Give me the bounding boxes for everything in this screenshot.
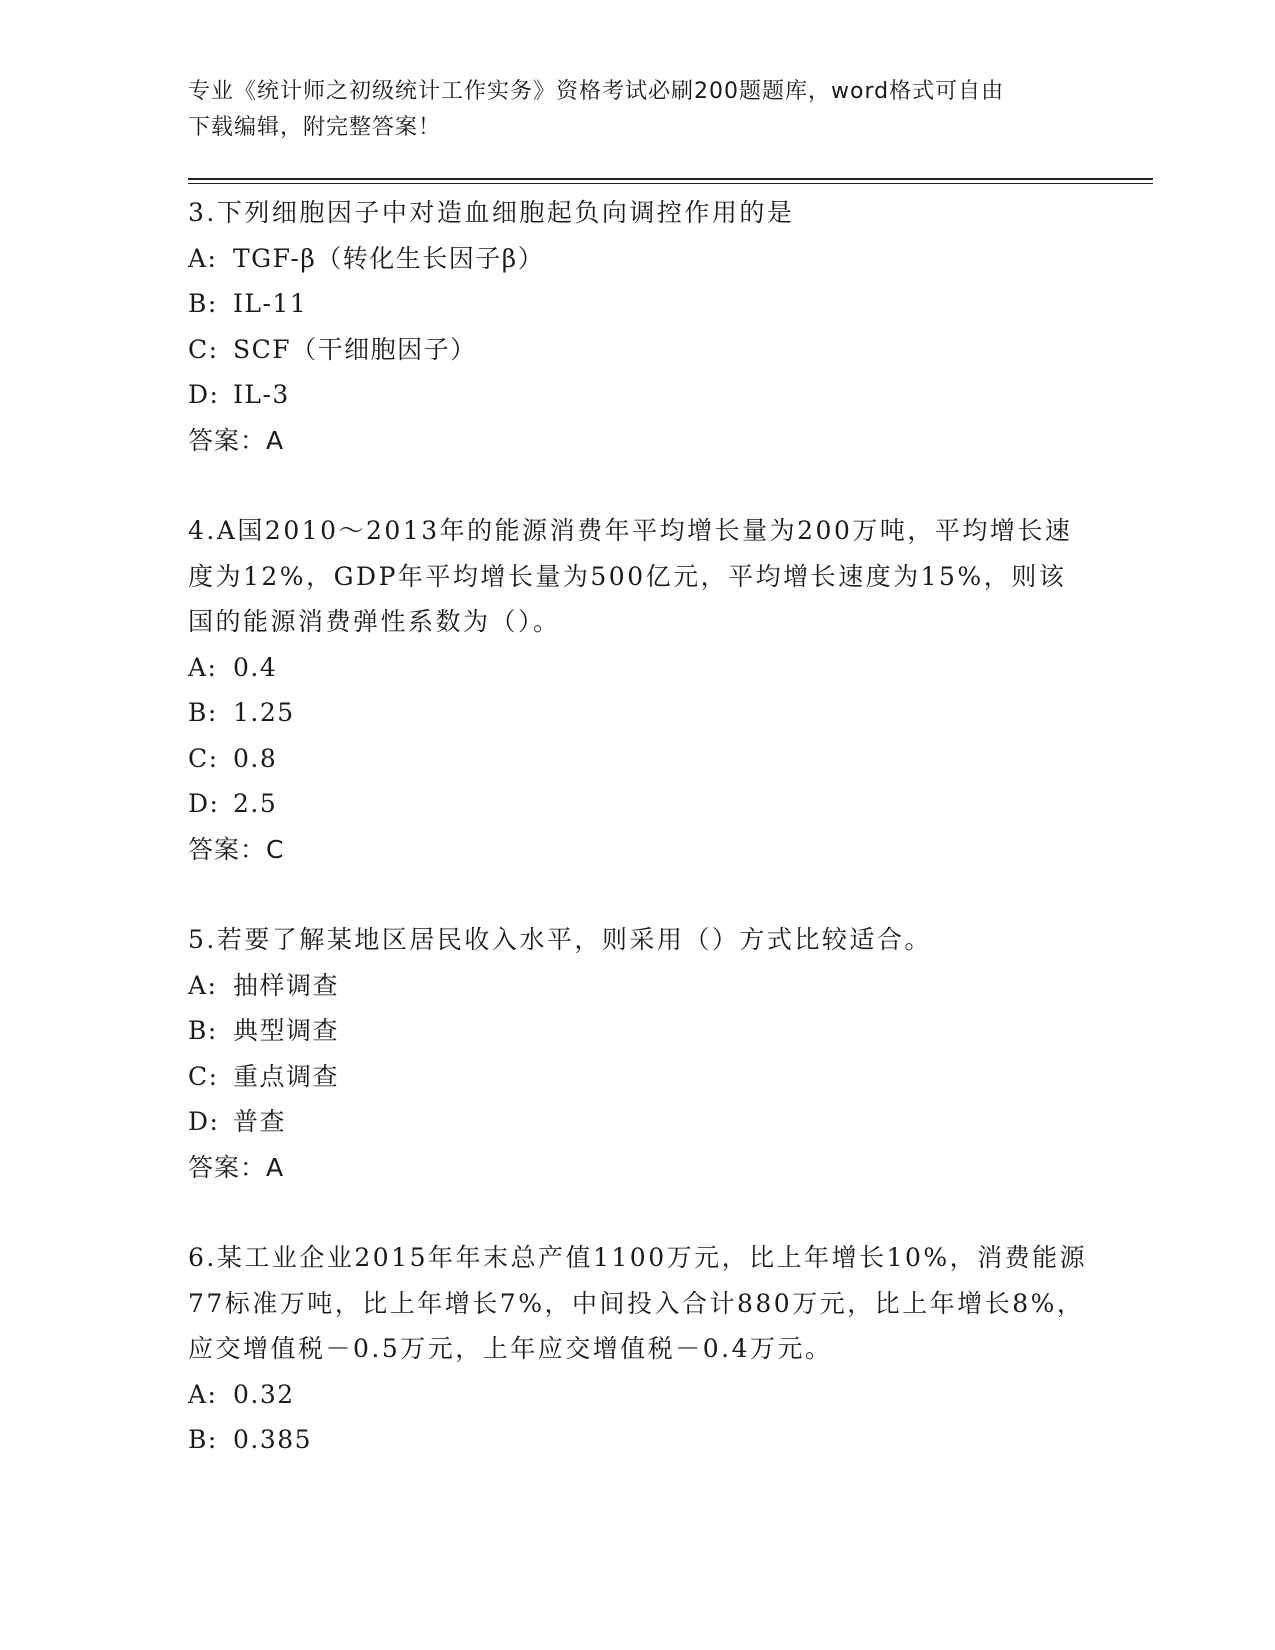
option-text: IL-3	[233, 380, 290, 409]
question-stem: 3.下列细胞因子中对造血细胞起负向调控作用的是	[188, 198, 795, 227]
option-text: 0.4	[233, 652, 278, 682]
question-3	[188, 190, 1088, 463]
option-letter: A:	[188, 243, 218, 273]
option-b	[188, 1417, 1088, 1463]
option-d	[188, 372, 1088, 418]
option-text: 抽样调查	[233, 970, 340, 1000]
answer-line: 答案：A	[188, 425, 285, 455]
question-5	[188, 917, 1088, 1190]
option-letter: B:	[188, 698, 218, 727]
option-d	[188, 781, 1088, 827]
option-a	[188, 236, 1088, 282]
document-header	[188, 74, 1088, 146]
option-text: TGF-β（转化生长因子β）	[233, 243, 545, 273]
option-letter: A:	[188, 652, 218, 682]
option-letter: D:	[188, 380, 220, 409]
option-letter: B:	[188, 1016, 218, 1045]
option-b	[188, 1008, 1088, 1054]
question-stem: 4.A国2010～2013年的能源消费年平均增长量为200万吨，平均增长速度为12%，GDP年平均增长量为500亿元，平均增长速度为15%，则该国的能源消费弹性系数为（）。	[188, 516, 1073, 636]
option-text: 典型调查	[233, 1016, 340, 1045]
option-letter: D:	[188, 789, 220, 818]
question-stem: 6.某工业企业2015年年末总产值1100万元，比上年增长10%，消费能源77标准万吨，比上年增长7%，中间投入合计880万元，比上年增长8%，应交增值税－0.5万元，上年应交增值税－0.4万元。	[188, 1243, 1088, 1363]
option-a	[188, 645, 1088, 691]
option-letter: D:	[188, 1107, 220, 1136]
option-a	[188, 1372, 1088, 1418]
header-divider-thin	[188, 183, 1153, 184]
option-c	[188, 327, 1088, 373]
option-text: SCF（干细胞因子）	[233, 334, 477, 364]
option-text: 重点调查	[233, 1061, 340, 1091]
answer-line: 答案：A	[188, 1152, 285, 1182]
option-c	[188, 1054, 1088, 1100]
option-text: 0.32	[233, 1379, 295, 1409]
option-text: 0.8	[233, 743, 278, 773]
option-text: 0.385	[233, 1425, 313, 1454]
option-b	[188, 690, 1088, 736]
question-stem: 5.若要了解某地区居民收入水平，则采用（）方式比较适合。	[188, 925, 932, 954]
option-text: 1.25	[233, 698, 295, 727]
option-c	[188, 736, 1088, 782]
option-letter: C:	[188, 334, 219, 364]
header-line-2: 下载编辑，附完整答案！	[188, 115, 442, 140]
option-letter: A:	[188, 970, 218, 1000]
option-letter: C:	[188, 1061, 219, 1091]
option-d	[188, 1099, 1088, 1145]
question-4	[188, 508, 1088, 872]
option-text: 普查	[233, 1107, 287, 1136]
header-line-1: 专业《统计师之初级统计工作实务》资格考试必刷200题题库，word格式可自由	[188, 79, 1005, 104]
header-divider	[188, 178, 1153, 180]
question-list	[188, 190, 1088, 1463]
option-letter: B:	[188, 1425, 218, 1454]
option-a	[188, 963, 1088, 1009]
answer-line: 答案：C	[188, 834, 285, 864]
option-text: 2.5	[233, 789, 278, 818]
option-letter: A:	[188, 1379, 218, 1409]
option-b	[188, 281, 1088, 327]
option-text: IL-11	[233, 289, 308, 318]
option-letter: B:	[188, 289, 218, 318]
question-6	[188, 1235, 1088, 1463]
option-letter: C:	[188, 743, 219, 773]
